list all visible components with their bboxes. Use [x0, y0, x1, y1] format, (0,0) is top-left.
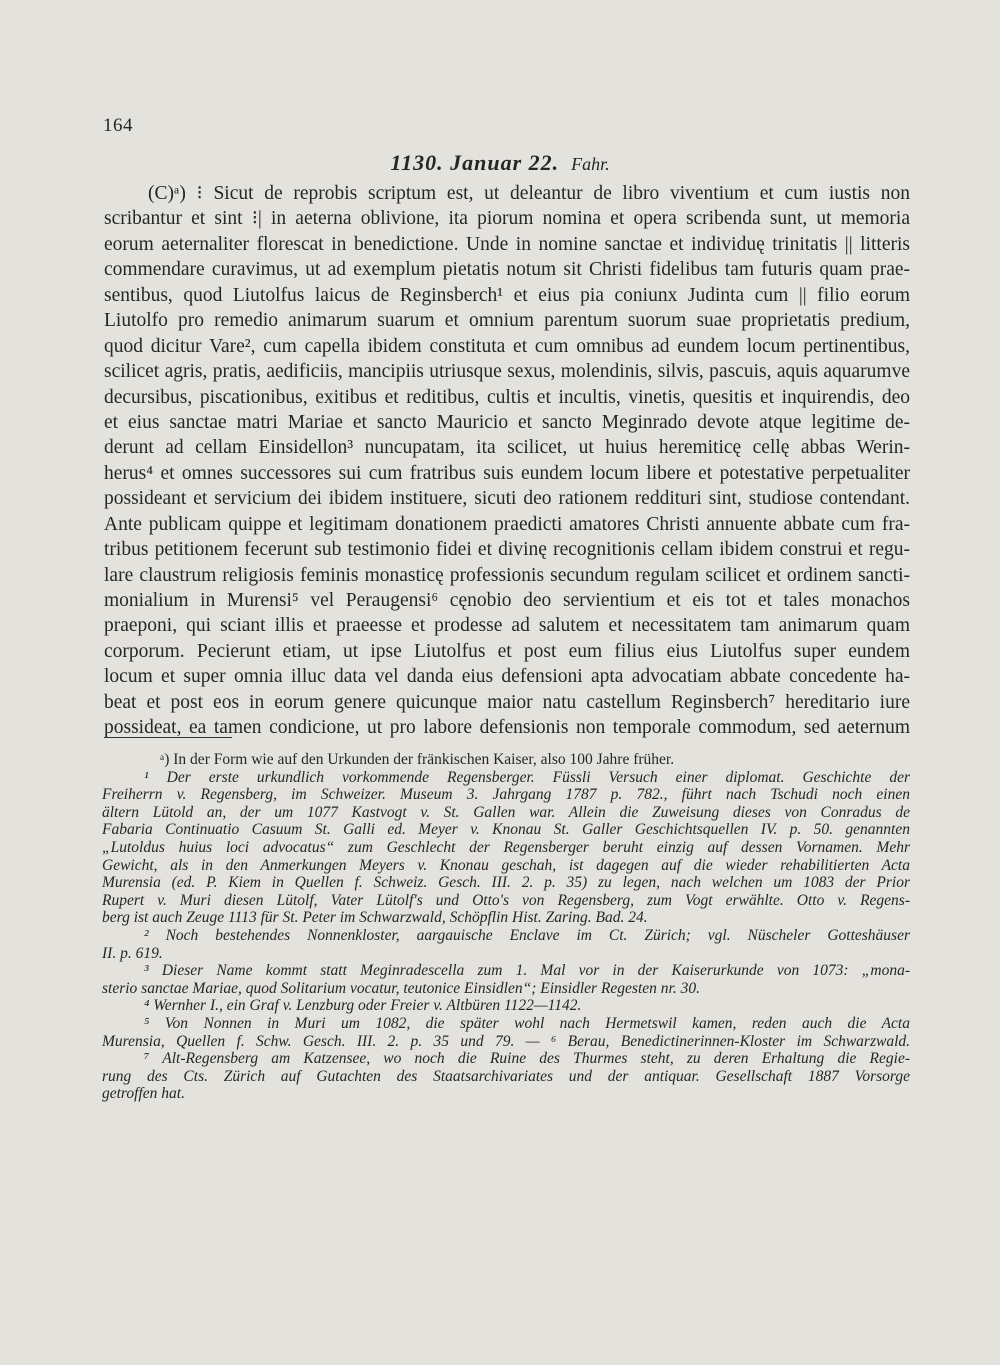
footnote-line: ältern Lütold an, der um 1077 Kastvogt v. St. Gallen war. Allein die Zuweisung dieses von Conradus de: [102, 803, 910, 821]
charter-place: Fahr.: [571, 154, 610, 174]
footnote-line: ¹ Der erste urkundlich vorkommende Regensberger. Füssli Versuch einer diplomat. Geschichte der: [144, 768, 910, 786]
text-line: possideat, ea tamen condicione, ut pro labore defensionis non temporale commodum, sed aeternum: [104, 717, 910, 739]
text-line: locum et super omnia illuc data vel danda eius defensioni apta advocatiam abbate concedente ha-: [104, 666, 910, 688]
text-line: beat et post eos in eorum genere quicunque maior natu castellum Reginsberch⁷ hereditario iure: [104, 691, 910, 713]
footnote-line: Rupert v. Muri diesen Lütolf, Vater Lütolf's und Otto's von Regensberg, zum Vogt erwählte. Otto v. Regens-: [102, 891, 910, 909]
footnote-line: ² Noch bestehendes Nonnenkloster, aargauische Enclave im Ct. Zürich; vgl. Nüscheler Gotteshäuser: [144, 926, 910, 944]
footnote-line: Murensia, Quellen f. Schw. Gesch. III. 2. p. 35 und 79. — ⁶ Berau, Benedictinerinnen-Kloster im Schwarzwald.: [102, 1032, 910, 1050]
text-line: herus⁴ et omnes successores sui cum fratribus suis eundem locum libere et potestative perpetualiter: [104, 462, 910, 484]
footnote-line: sterio sanctae Mariae, quod Solitarium vocatur, teutonice Einsidlen“; Einsidler Regesten nr. 30.: [102, 979, 700, 997]
footnote-line: Fabaria Continuatio Casuum St. Galli ed. Meyer v. Knonau St. Galler Geschichtsquellen IV. p. 50. genannten: [102, 821, 910, 839]
footnote-line: „Lutoldus huius loci advocatus“ zum Geschlecht der Regensberger beruht einzig auf dessen Vornamen. Mehr: [102, 838, 910, 856]
text-line: sentibus, quod Liutolfus laicus de Reginsberch¹ et eius pia coniunx Judinta cum || filio eorum: [104, 284, 910, 306]
text-line: Liutolfo pro remedio animarum suarum et omnium parentum suorum suae proprietatis predium,: [104, 310, 910, 332]
text-line: praeponi, qui sciant illis et praeesse et prodesse ad salutem et necessitatem tam animarum quam: [104, 615, 910, 637]
text-line: scribantur et sint ⁝| in aeterna oblivione, ita piorum nomina et opera scribenda sunt, ut memoria: [104, 208, 910, 230]
footnote-line: II. p. 619.: [102, 944, 163, 962]
footnote-line: Freiherrn v. Regensberg, im Schweizer. Museum 3. Jahrgang 1787 p. 782., führt nach Tschudi noch einen: [102, 786, 910, 804]
footnote-line: ³ Dieser Name kommt statt Meginradescella zum 1. Mal vor in der Kaiserurkunde von 1073: „mona-: [144, 962, 910, 980]
text-line: scilicet agris, pratis, aedificiis, mancipiis utriusque sexus, molendinis, silvis, pascuis, aquis aquarumve: [104, 361, 910, 383]
text-line: commendare curavimus, ut ad exemplum pietatis notum sit Christi fidelibus tam futuris quam prae-: [104, 259, 910, 281]
footnote-separator: [104, 737, 232, 738]
text-line: corporum. Pecierunt etiam, ut ipse Liutolfus et post eum filius eius Liutolfus super eundem: [104, 640, 910, 662]
text-line: monialium in Murensi⁵ vel Peraugensi⁶ cęnobio deo servientium et eis tot et tales monachos: [104, 590, 910, 611]
footnotes: [102, 751, 910, 1103]
text-line: possideant et servicium dei ibidem instituere, sicuti deo rationem reddituri sint, studiose contendant.: [104, 488, 910, 510]
text-line: quod dicitur Vare², cum capella ibidem constituta et cum omnibus ad eundem locum pertinentibus,: [104, 335, 910, 357]
footnote-line: ⁷ Alt-Regensberg am Katzensee, wo noch die Ruine des Thurmes steht, zu deren Erhaltung die Regie-: [144, 1050, 910, 1068]
text-line: Ante publicam quippe et legitimam donationem praedicti amatores Christi annuente abbate cum fra-: [104, 513, 910, 535]
charter-date: 1130. Januar 22.: [390, 150, 560, 175]
text-line: eorum aeternaliter florescat in benedictione. Unde in nomine sanctae et individuę trinitatis || litteris: [104, 233, 910, 255]
footnote-line: ⁵ Von Nonnen in Muri um 1082, die später wohl nach Hermetswil kamen, reden auch die Acta: [144, 1014, 910, 1032]
footnote-line: ᵃ) In der Form wie auf den Urkunden der fränkischen Kaiser, also 100 Jahre früher.: [160, 751, 675, 768]
text-line: tribus petitionem fecerunt sub testimonio fidei et divinę recognitionis cellam ibidem construi et regu-: [104, 539, 910, 561]
footnote-line: Murensia (ed. P. Kiem in Quellen f. Schweiz. Gesch. III. 2. p. 35) zu legen, nach welchen um 1083 der Prior: [102, 874, 910, 892]
footnote-line: rung des Cts. Zürich auf Gutachten des Staatsarchivariates und der antiquar. Gesellschaft 1887 Vorsorge: [102, 1067, 910, 1085]
footnote-line: Gewicht, als in den Anmerkungen Meyers v. Knonau geschah, ist dagegen auf die wieder rehabilitierten Acta: [102, 856, 910, 874]
charter-text: [104, 181, 910, 741]
footnote-line: getroffen hat.: [102, 1085, 185, 1103]
footnote-line: ⁴ Wernher I., ein Graf v. Lenzburg oder Freier v. Altbüren 1122—1142.: [144, 997, 582, 1015]
text-line: lare claustrum religiosis feminis monasticę professionis secundum regulam scilicet et ordinem sancti-: [104, 564, 910, 586]
page-number: 164: [103, 115, 133, 136]
charter-heading: [0, 150, 1000, 176]
text-line: et eius sanctae matri Mariae et sancto Mauricio et sancto Meginrado devote atque legitime de-: [104, 411, 910, 433]
text-line: derunt ad cellam Einsidellon³ nuncupatam, ita scilicet, ut huius heremiticę cellę abbas Werin-: [104, 437, 910, 459]
text-line: (C)ᵃ) ⁝ Sicut de reprobis scriptum est, ut deleantur de libro viventium et cum iustis non: [148, 183, 910, 204]
footnote-line: berg ist auch Zeuge 1113 für St. Peter im Schwarzwald, Schöpflin Hist. Zaring. Bad. 24.: [102, 909, 648, 927]
text-line: decursibus, piscationibus, exitibus et reditibus, cultis et incultis, vinetis, quesitis et inquirendis, deo: [104, 386, 910, 408]
